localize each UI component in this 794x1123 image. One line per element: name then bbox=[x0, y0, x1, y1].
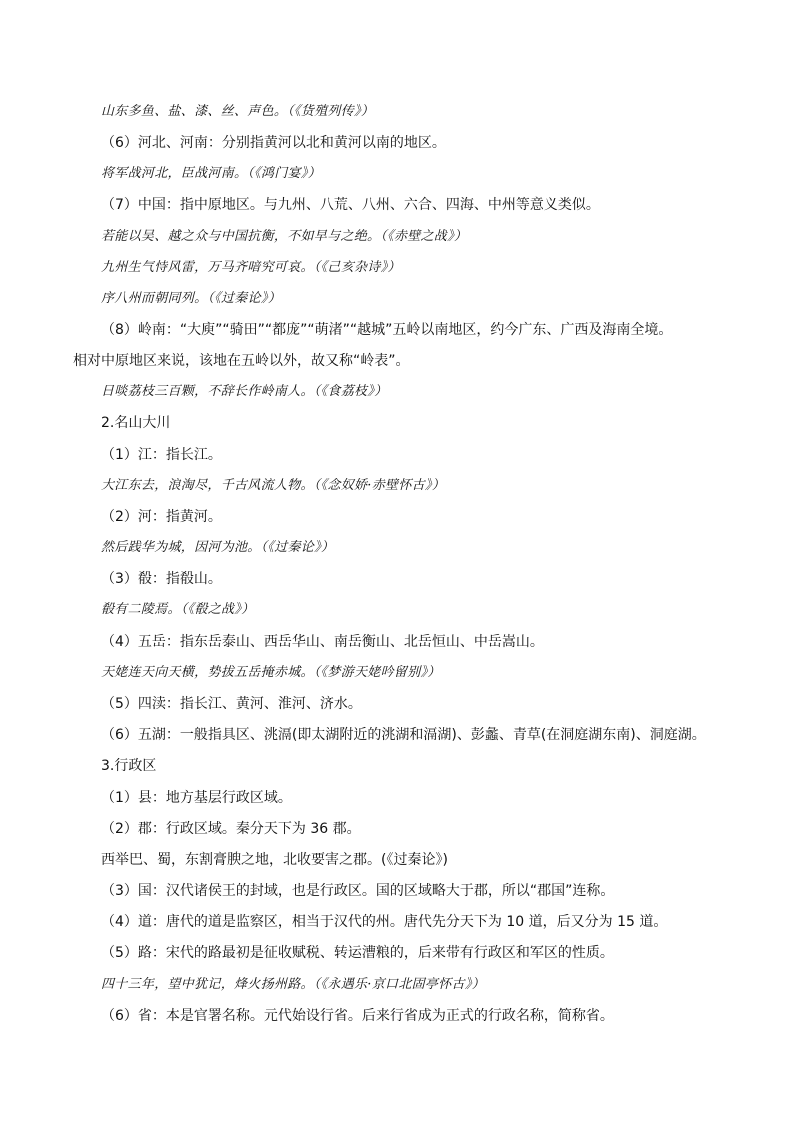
body-line: （4）五岳：指东岳泰山、西岳华山、南岳衡山、北岳恒山、中岳嵩山。 bbox=[101, 634, 544, 650]
body-line: （1）江：指长江。 bbox=[101, 447, 222, 463]
body-line: （1）县：地方基层行政区域。 bbox=[101, 790, 292, 806]
body-line: （8）岭南：“大庾”“骑田”“都庞”“萌渚”“越城”五岭以南地区，约今广东、广西及海南全境。 bbox=[101, 322, 673, 338]
quote-line: 九州生气恃风雷，万马齐喑究可哀。（《己亥杂诗》） bbox=[101, 260, 401, 275]
body-line: （3）国：汉代诸侯王的封域，也是行政区。国的区域略大于郡，所以“郡国”连称。 bbox=[101, 883, 615, 899]
body-line: （3）殽：指殽山。 bbox=[101, 571, 222, 587]
quote-line: 山东多鱼、盐、漆、丝、声色。（《货殖列传》） bbox=[101, 104, 375, 119]
body-line: （5）四渎：指长江、黄河、淮河、济水。 bbox=[101, 696, 362, 712]
body-line: （2）郡：行政区域。秦分天下为 36 郡。 bbox=[101, 821, 361, 837]
body-line: 西举巴、蜀，东割膏腴之地，北收要害之郡。(《过秦论》) bbox=[101, 852, 448, 868]
body-line: （6）五湖：一般指具区、洮滆(即太湖附近的洮湖和滆湖)、彭蠡、青草(在洞庭湖东南)、洞庭湖。 bbox=[101, 727, 706, 743]
quote-line: 四十三年，望中犹记，烽火扬州路。（《永遇乐·京口北固亭怀古》） bbox=[101, 977, 485, 992]
body-line: （5）路：宋代的路最初是征收赋税、转运漕粮的，后来带有行政区和军区的性质。 bbox=[101, 945, 614, 961]
section-heading: 3.行政区 bbox=[101, 758, 157, 774]
body-line: （6）省：本是官署名称。元代始设行省。后来行省成为正式的行政名称，简称省。 bbox=[101, 1008, 614, 1024]
quote-line: 天姥连天向天横，势拔五岳掩赤城。（《梦游天姥吟留别》） bbox=[101, 665, 441, 680]
quote-line: 序八州而朝同列。（《过秦论》） bbox=[101, 291, 282, 306]
body-line: （2）河：指黄河。 bbox=[101, 509, 222, 525]
quote-line: 殽有二陵焉。（《殽之战》） bbox=[101, 602, 255, 617]
body-line: （7）中国：指中原地区。与九州、八荒、八州、六合、四海、中州等意义类似。 bbox=[101, 197, 600, 213]
quote-line: 大江东去，浪淘尽，千古风流人物。（《念奴娇·赤壁怀古》） bbox=[101, 478, 446, 493]
quote-line: 然后践华为城，因河为池。（《过秦论》） bbox=[101, 540, 335, 555]
body-line: （6）河北、河南：分别指黄河以北和黄河以南的地区。 bbox=[101, 135, 446, 151]
section-heading: 2.名山大川 bbox=[101, 415, 171, 431]
quote-line: 若能以吴、越之众与中国抗衡，不如早与之绝。（《赤壁之战》） bbox=[101, 229, 468, 244]
body-line: 相对中原地区来说，该地在五岭以外，故又称“岭表”。 bbox=[73, 353, 410, 369]
quote-line: 将军战河北，臣战河南。（《鸿门宴》） bbox=[101, 166, 321, 181]
quote-line: 日啖荔枝三百颗，不辞长作岭南人。（《食荔枝》） bbox=[101, 384, 388, 399]
body-line: （4）道：唐代的道是监察区，相当于汉代的州。唐代先分天下为 10 道，后又分为 15 道。 bbox=[101, 914, 668, 930]
